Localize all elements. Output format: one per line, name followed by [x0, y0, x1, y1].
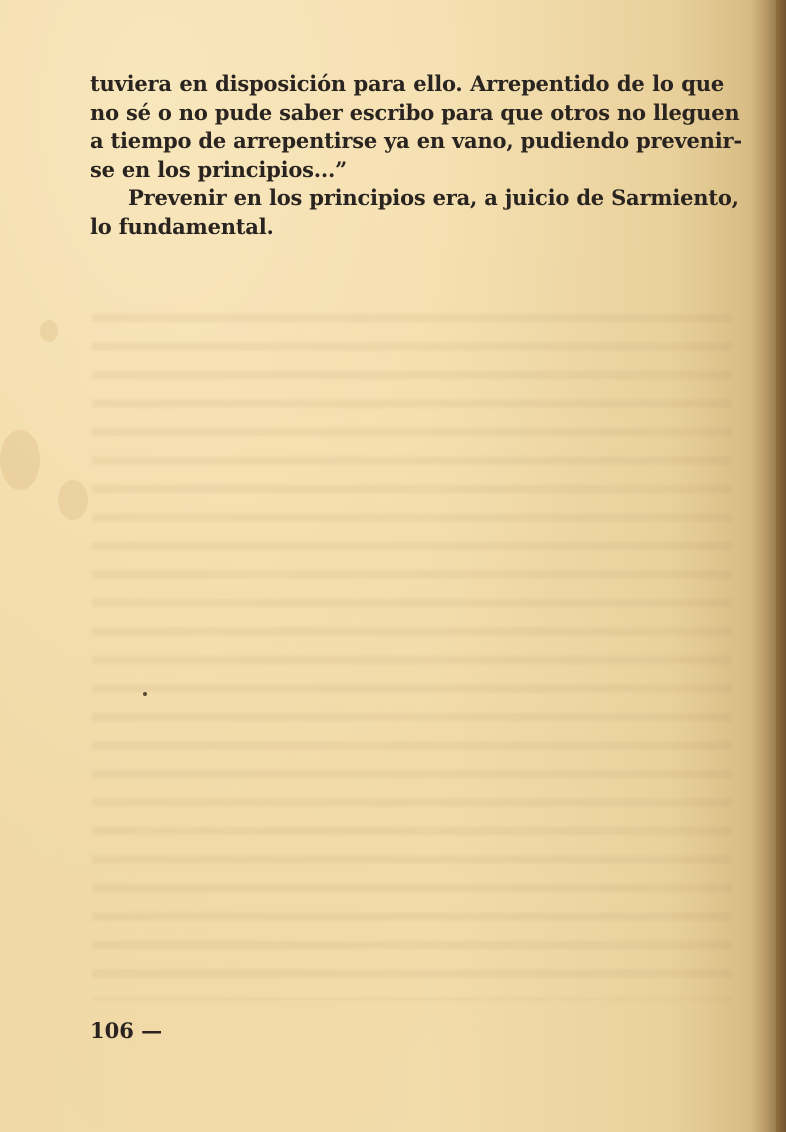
show-through-text	[92, 300, 732, 1000]
paper-stain	[58, 480, 88, 520]
ink-speck	[143, 692, 147, 696]
text-line: lo fundamental.	[90, 213, 274, 239]
paper-stain	[40, 320, 58, 342]
text-line: se en los principios...”	[90, 156, 348, 182]
text-line: no sé o no pude saber escribo para que otros no lleguen	[90, 99, 740, 125]
page-number: 106 —	[90, 1018, 163, 1043]
text-line: a tiempo de arrepentirse ya en vano, pudiendo prevenir-	[90, 128, 742, 153]
text-line: Prevenir en los principios era, a juicio de Sarmiento,	[128, 185, 739, 210]
paper-stain	[0, 430, 40, 490]
text-line: tuviera en disposición para ello. Arrepentido de lo que	[90, 71, 724, 96]
spine-edge	[776, 0, 786, 1132]
body-text	[90, 70, 742, 241]
